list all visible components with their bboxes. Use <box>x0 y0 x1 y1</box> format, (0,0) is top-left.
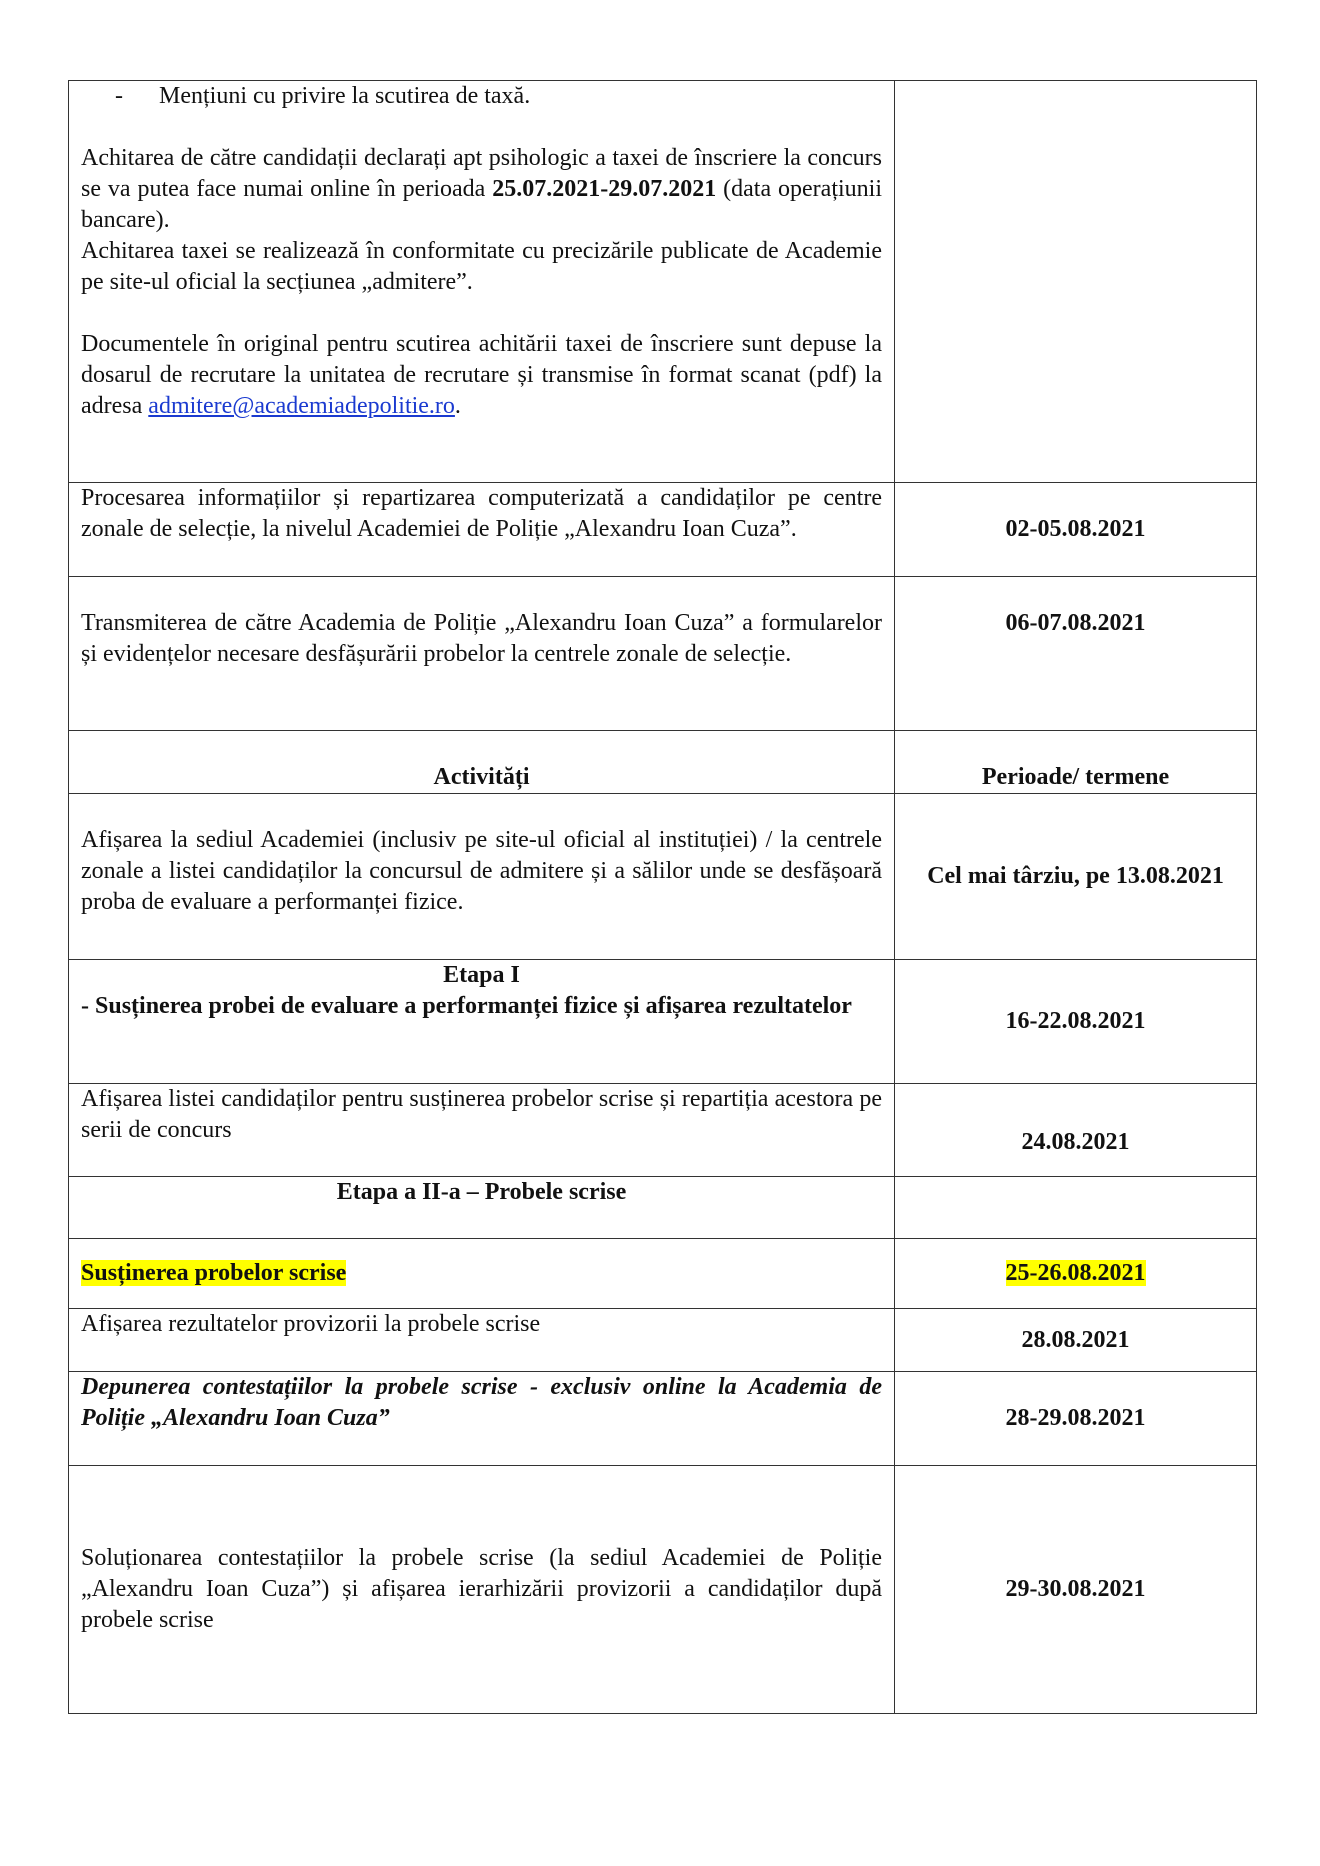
table-row <box>69 1084 1257 1177</box>
email-link[interactable]: admitere@academiadepolitie.ro <box>148 393 455 419</box>
table-row <box>69 1372 1257 1466</box>
activity-cell <box>69 81 895 483</box>
table-row <box>69 1466 1257 1714</box>
table-row <box>69 81 1257 483</box>
header-activities: Activități <box>69 731 895 794</box>
period-cell: Cel mai târziu, pe 13.08.2021 <box>895 794 1257 960</box>
fee-payment-paragraph: Achitarea de către candidații declarați apt psihologic a taxei de înscriere la concurs se va putea face numai online în perioada 25.07.2021-29.07.2021 (data operațiunii bancare). <box>81 145 882 233</box>
table-row <box>69 1309 1257 1372</box>
table-row <box>69 577 1257 731</box>
stage-title: Etapa I <box>443 962 520 988</box>
period-cell: 28-29.08.2021 <box>895 1372 1257 1466</box>
period-cell: 02-05.08.2021 <box>895 483 1257 577</box>
activity-cell: Susținerea probelor scrise <box>69 1239 895 1309</box>
period-cell <box>895 1177 1257 1239</box>
activity-cell: Transmiterea de către Academia de Poliție „Alexandru Ioan Cuza” a formularelor și evidențelor necesare desfășurării probelor la centrele zonale de selecție. <box>69 577 895 731</box>
period-cell: 24.08.2021 <box>895 1084 1257 1177</box>
activity-cell: Procesarea informațiilor și repartizarea computerizată a candidaților pe centre zonale de selecție, la nivelul Academiei de Poliție „Alexandru Ioan Cuza”. <box>69 483 895 577</box>
activity-cell: Afișarea la sediul Academiei (inclusiv pe site-ul oficial al instituției) / la centrele zonale a listei candidaților la concursul de admitere și a sălilor unde se desfășoară proba de evaluare a performanței fizice. <box>69 794 895 960</box>
stage-title: Etapa a II-a – Probele scrise <box>69 1177 895 1239</box>
activity-cell: Depunerea contestațiilor la probele scrise - exclusiv online la Academia de Poliție „Alexandru Ioan Cuza” <box>69 1372 895 1466</box>
table-header-row <box>69 731 1257 794</box>
documents-paragraph: Documentele în original pentru scutirea achitării taxei de înscriere sunt depuse la dosarul de recrutare la unitatea de recrutare și transmise în format scanat (pdf) la adresa admitere@academiadepolitie.ro. <box>81 331 882 419</box>
activity-cell: Etapa I - Susținerea probei de evaluare a performanței fizice și afișarea rezultatelor <box>69 960 895 1084</box>
table-row <box>69 483 1257 577</box>
admission-schedule-table <box>68 80 1257 1714</box>
table-row <box>69 1239 1257 1309</box>
activity-cell: Afișarea rezultatelor provizorii la probele scrise <box>69 1309 895 1372</box>
table-row <box>69 794 1257 960</box>
period-cell <box>895 81 1257 483</box>
table-row <box>69 960 1257 1084</box>
header-periods: Perioade/ termene <box>895 731 1257 794</box>
activity-cell: Afișarea listei candidaților pentru susținerea probelor scrise și repartiția acestora pe serii de concurs <box>69 1084 895 1177</box>
fee-rules-paragraph: Achitarea taxei se realizează în conformitate cu precizările publicate de Academie pe site-ul oficial la secțiunea „admitere”. <box>81 238 882 295</box>
activity-cell: Soluționarea contestațiilor la probele scrise (la sediul Academiei de Poliție „Alexandru Ioan Cuza”) și afișarea ierarhizării provizorii a candidaților după probele scrise <box>69 1466 895 1714</box>
table-row <box>69 1177 1257 1239</box>
payment-period: 25.07.2021-29.07.2021 <box>492 176 717 202</box>
period-cell: 28.08.2021 <box>895 1309 1257 1372</box>
bullet-item: - Mențiuni cu privire la scutirea de taxă. <box>115 83 531 109</box>
period-cell: 25-26.08.2021 <box>895 1239 1257 1309</box>
period-cell: 16-22.08.2021 <box>895 960 1257 1084</box>
period-cell: 29-30.08.2021 <box>895 1466 1257 1714</box>
period-cell: 06-07.08.2021 <box>895 577 1257 731</box>
